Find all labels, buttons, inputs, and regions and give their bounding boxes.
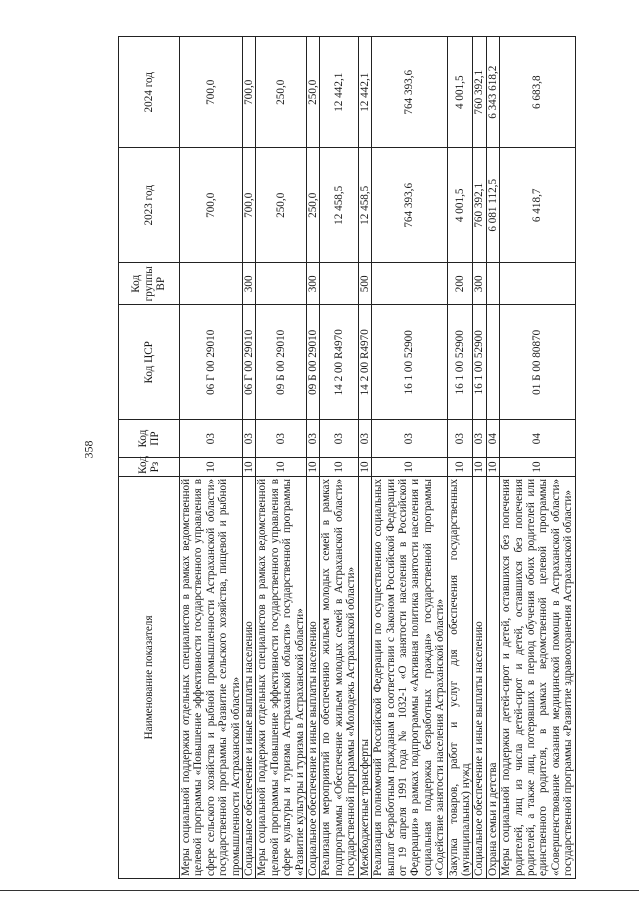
table-row [447, 37, 473, 879]
cell-y2024: 764 393,6 [372, 37, 447, 148]
cell-rz: 10 [320, 458, 358, 477]
rotated-page [118, 36, 633, 879]
cell-csr [486, 305, 499, 420]
cell-csr: 09 Б 00 29010 [256, 305, 307, 420]
table-row [180, 37, 243, 879]
cell-rz: 10 [256, 458, 307, 477]
table-row [256, 37, 307, 879]
cell-csr: 16 1 00 52900 [447, 305, 473, 420]
cell-rz: 10 [500, 458, 575, 477]
cell-pr: 03 [180, 420, 243, 458]
cell-y2024: 700,0 [180, 37, 243, 148]
cell-rz: 10 [486, 458, 499, 477]
cell-vr: 500 [358, 263, 371, 305]
cell-vr [256, 263, 307, 305]
cell-vr [180, 263, 243, 305]
cell-name: Меры социальной поддержки детей-сирот и детей, оставшихся без попечения родителей, лиц из числа детей-сирот и детей, оставшихся без попечения родителей, а также лиц, потерявших в период обучения обоих родителей или единственного родителя, в рамках ведомственной целевой программы «Совершенствование оказания медицинской помощи в Астраханской области» государственной программы «Развитие здравоохранения Астраханской области» [500, 476, 575, 878]
header-csr: Код ЦСР [119, 305, 180, 420]
cell-name: Реализация мероприятий по обеспечению жильем молодых семей в рамках подпрограммы «Обеспечение жильем молодых семей в Астраханской области» государственной программы «Молодежь Астраханской области» [320, 476, 358, 878]
table-row [320, 37, 358, 879]
header-rz: Код Рз [119, 458, 180, 477]
cell-y2024: 12 442,1 [320, 37, 358, 148]
cell-pr: 03 [372, 420, 447, 458]
cell-y2024: 6 683,8 [500, 37, 575, 148]
cell-vr: 300 [307, 263, 320, 305]
cell-y2024: 250,0 [256, 37, 307, 148]
cell-y2024: 250,0 [307, 37, 320, 148]
cell-y2023: 700,0 [243, 148, 256, 263]
cell-name: Социальное обеспечение и иные выплаты населению [307, 476, 320, 878]
cell-name: Межбюджетные трансферты [358, 476, 371, 878]
header-2023: 2023 год [119, 148, 180, 263]
cell-pr: 03 [358, 420, 371, 458]
table-header-row [119, 37, 180, 879]
cell-name: Меры социальной поддержки отдельных специалистов в рамках ведомственной целевой программы «Повышение эффективности государственного управления в сфере сельского хозяйства и рыбной промышленности Астраханской области» государственной программы «Развитие сельского хозяйства, пищевой и рыбной промышленности Астраханской области» [180, 476, 243, 878]
cell-y2023: 6 081 112,5 [486, 148, 499, 263]
cell-y2023: 250,0 [307, 148, 320, 263]
cell-pr: 04 [486, 420, 499, 458]
cell-name: Реализация полномочий Российской Федерации по осуществлению социальных выплат безработным гражданам в соответствии с Законом Российской Федерации от 19 апреля 1991 года № 1032-1 «О занятости населения в Российской Федерации» в рамках подпрограммы «Активная политика занятости населения и социальная поддержка безработных граждан» государственной программы «Содействие занятости населения Астраханской области» [372, 476, 447, 878]
cell-vr: 300 [473, 263, 486, 305]
cell-rz: 10 [358, 458, 371, 477]
cell-y2023: 12 458,5 [320, 148, 358, 263]
cell-y2024: 700,0 [243, 37, 256, 148]
cell-csr: 01 Б 00 80870 [500, 305, 575, 420]
cell-name: Меры социальной поддержки отдельных специалистов в рамках ведомственной целевой программы «Повышение эффективности государственного управления в сфере культуры и туризма Астраханской области» государственной программы «Развитие культуры и туризма в Астраханской области» [256, 476, 307, 878]
cell-csr: 14 2 00 R4970 [320, 305, 358, 420]
header-vr: Код группы ВР [119, 263, 180, 305]
page-number-text: 358 [81, 440, 96, 459]
cell-pr: 03 [307, 420, 320, 458]
cell-y2023: 760 392,1 [473, 148, 486, 263]
table-row [486, 37, 499, 879]
cell-y2024: 4 001,5 [447, 37, 473, 148]
cell-rz: 10 [372, 458, 447, 477]
cell-pr: 04 [500, 420, 575, 458]
table-row [307, 37, 320, 879]
cell-pr: 03 [256, 420, 307, 458]
cell-vr [500, 263, 575, 305]
cell-csr: 06 Г 00 29010 [180, 305, 243, 420]
cell-pr: 03 [320, 420, 358, 458]
cell-csr: 14 2 00 R4970 [358, 305, 371, 420]
cell-rz: 10 [473, 458, 486, 477]
cell-pr: 03 [473, 420, 486, 458]
table-row [372, 37, 447, 879]
cell-y2023: 700,0 [180, 148, 243, 263]
cell-vr [372, 263, 447, 305]
cell-vr: 200 [447, 263, 473, 305]
cell-y2023: 12 458,5 [358, 148, 371, 263]
cell-csr: 06 Г 00 29010 [243, 305, 256, 420]
cell-rz: 10 [447, 458, 473, 477]
cell-name: Социальное обеспечение и иные выплаты населению [243, 476, 256, 878]
cell-name: Закупка товаров, работ и услуг для обеспечения государственных (муниципальных) нужд [447, 476, 473, 878]
table-row [243, 37, 256, 879]
cell-csr: 16 1 00 52900 [372, 305, 447, 420]
cell-y2024: 6 343 618,2 [486, 37, 499, 148]
cell-vr [320, 263, 358, 305]
cell-name: Социальное обеспечение и иные выплаты населению [473, 476, 486, 878]
cell-csr: 09 Б 00 29010 [307, 305, 320, 420]
table-row [358, 37, 371, 879]
cell-rz: 10 [243, 458, 256, 477]
cell-y2024: 760 392,1 [473, 37, 486, 148]
cell-y2023: 6 418,7 [500, 148, 575, 263]
table-row [473, 37, 486, 879]
header-2024: 2024 год [119, 37, 180, 148]
cell-y2023: 764 393,6 [372, 148, 447, 263]
cell-y2023: 250,0 [256, 148, 307, 263]
header-pr: Код ПР [119, 420, 180, 458]
budget-table [118, 36, 576, 879]
cell-pr: 03 [447, 420, 473, 458]
header-name: Наименование показателя [119, 476, 180, 878]
cell-rz: 10 [307, 458, 320, 477]
cell-vr: 300 [243, 263, 256, 305]
page-number [80, 442, 98, 457]
table-row [500, 37, 575, 879]
cell-csr: 16 1 00 52900 [473, 305, 486, 420]
cell-vr [486, 263, 499, 305]
cell-rz: 10 [180, 458, 243, 477]
cell-y2024: 12 442,1 [358, 37, 371, 148]
cell-name: Охрана семьи и детства [486, 476, 499, 878]
cell-pr: 03 [243, 420, 256, 458]
cell-y2023: 4 001,5 [447, 148, 473, 263]
page-bottom-rule [0, 890, 639, 891]
